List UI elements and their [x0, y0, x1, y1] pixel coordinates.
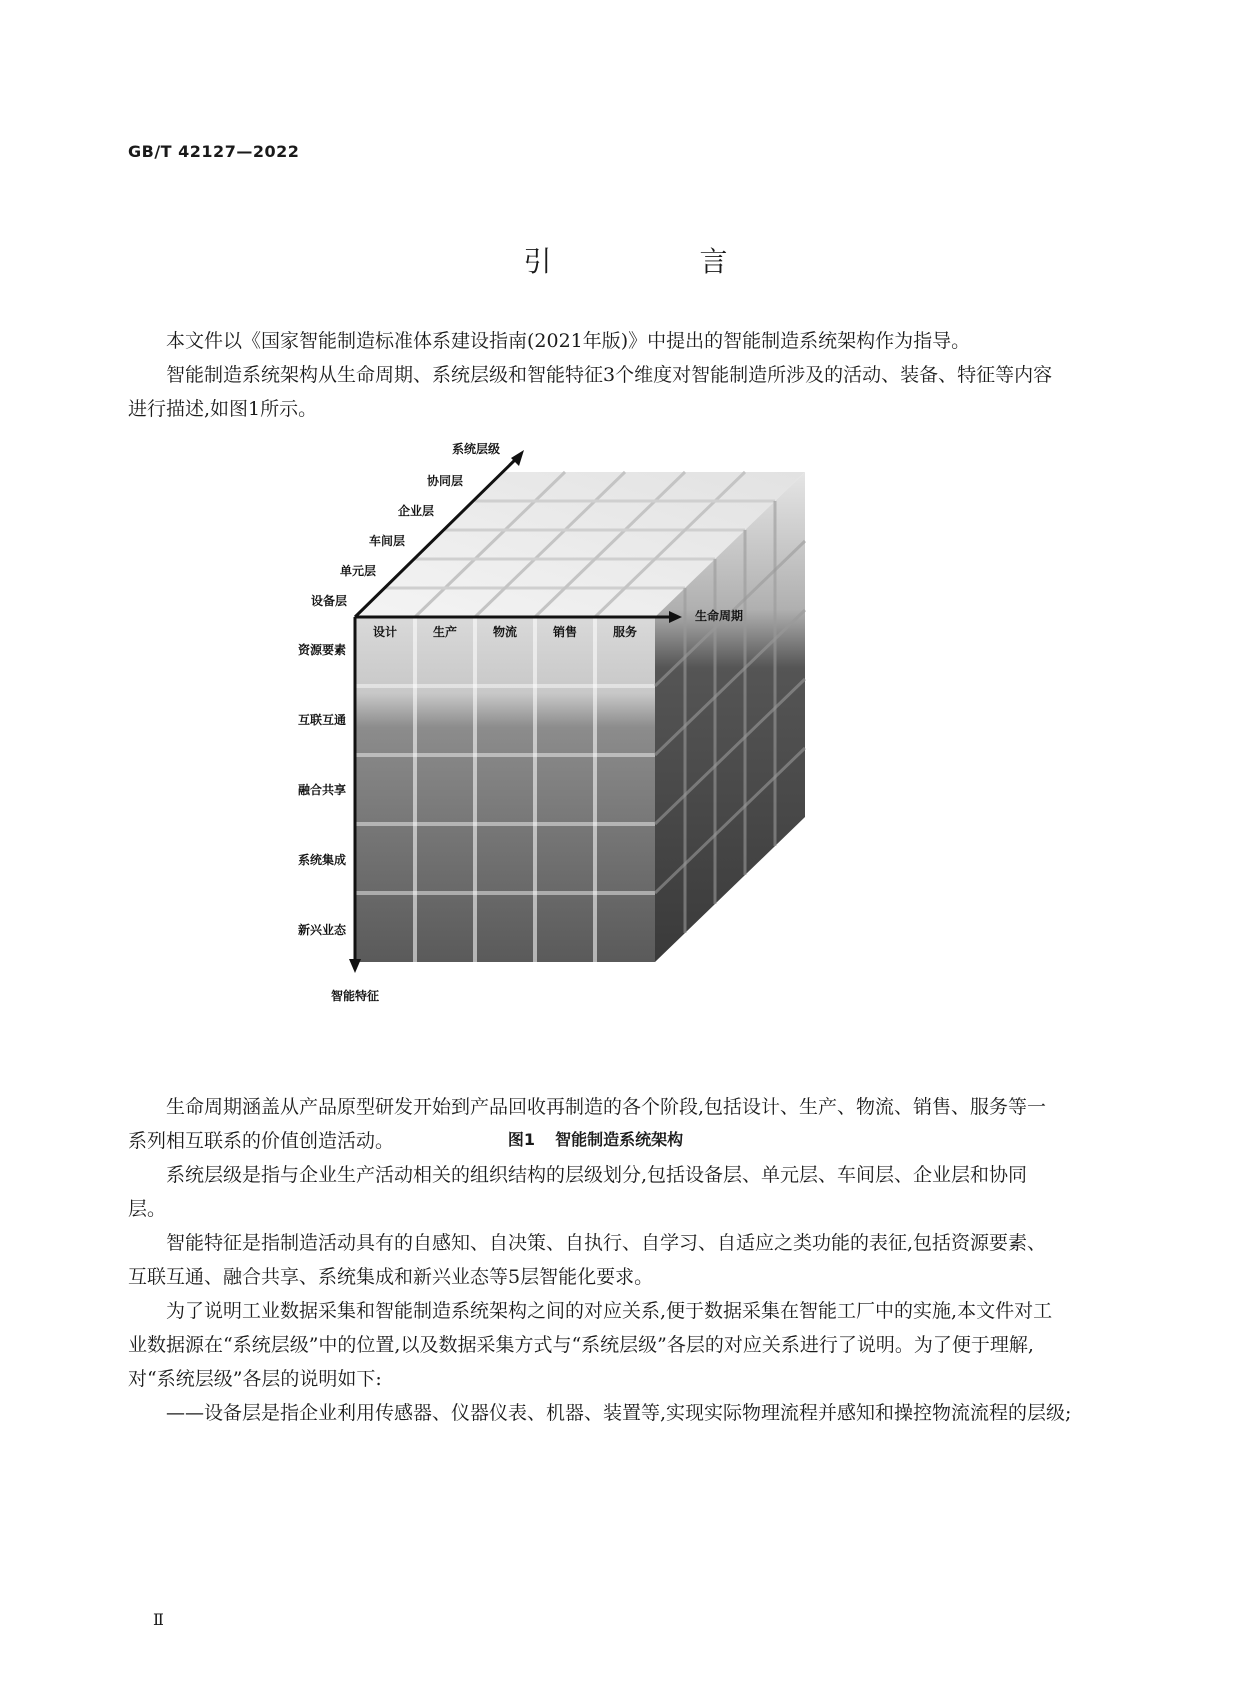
system-level-label: 设备层 [310, 594, 347, 608]
lifecycle-stage-label: 物流 [492, 625, 518, 639]
intelligence-feature-label: 互联互通 [297, 713, 346, 727]
intelligence-axis-label: 智能特征 [330, 989, 380, 1003]
lifecycle-stage-label: 服务 [612, 625, 638, 639]
lifecycle-axis-label: 生命周期 [695, 609, 744, 623]
architecture-cube-diagram [297, 442, 820, 1020]
intelligence-feature-label: 资源要素 [297, 643, 346, 657]
intro-paragraph-1: 本文件以《国家智能制造标准体系建设指南(2021年版)》中提出的智能制造系统架构作为指导。 [166, 330, 971, 352]
body-paragraph-4: 为了说明工业数据采集和智能制造系统架构之间的对应关系,便于数据采集在智能工厂中的实施,本文件对工业数据源在“系统层级”中的位置,以及数据采集方式与“系统层级”各层的对应关系进行了说明。为了便于理解,对“系统层级”各层的说明如下: [128, 1300, 1053, 1390]
system-level-label: 车间层 [368, 534, 405, 548]
intro-paragraph-2: 智能制造系统架构从生命周期、系统层级和智能特征3个维度对智能制造所涉及的活动、装备、特征等内容进行描述,如图1所示。 [128, 364, 1053, 420]
intelligence-feature-label: 系统集成 [297, 853, 346, 867]
cube-body [355, 472, 805, 962]
standard-code: GB/T 42127—2022 [128, 142, 300, 161]
body-paragraph-3: 智能特征是指制造活动具有的自感知、自决策、自执行、自学习、自适应之类功能的表征,包括资源要素、互联互通、融合共享、系统集成和新兴业态等5层智能化要求。 [128, 1232, 1047, 1288]
lifecycle-stage-label: 销售 [552, 625, 578, 639]
body-paragraph-2: 系统层级是指与企业生产活动相关的组织结构的层级划分,包括设备层、单元层、车间层、企业层和协同层。 [128, 1164, 1028, 1220]
system-levels-axis-label: 系统层级 [452, 442, 501, 456]
lifecycle-stage-label: 设计 [372, 625, 398, 639]
system-level-label: 协同层 [426, 474, 463, 488]
page-title: 引 言 [523, 245, 788, 278]
architecture-figure [297, 442, 820, 1024]
dash-item-device-layer: ——设备层是指企业利用传感器、仪器仪表、机器、装置等,实现实际物理流程并感知和操控物流流程的层级; [166, 1402, 1072, 1424]
lifecycle-stage-label: 生产 [432, 625, 458, 639]
figure-caption-text: 智能制造系统架构 [555, 1130, 684, 1149]
page-number: Ⅱ [153, 1610, 164, 1629]
figure-caption-number: 图1 [507, 1130, 536, 1149]
cube-front-face [355, 617, 655, 962]
intelligence-feature-label: 新兴业态 [297, 923, 346, 937]
intelligence-feature-label: 融合共享 [297, 783, 346, 797]
system-level-label: 单元层 [339, 564, 376, 578]
intelligence-arrow-icon [349, 959, 361, 973]
system-level-label: 企业层 [397, 504, 434, 518]
body-paragraph-1: 生命周期涵盖从产品原型研发开始到产品回收再制造的各个阶段,包括设计、生产、物流、销售、服务等一系列相互联系的价值创造活动。 [128, 1096, 1047, 1152]
